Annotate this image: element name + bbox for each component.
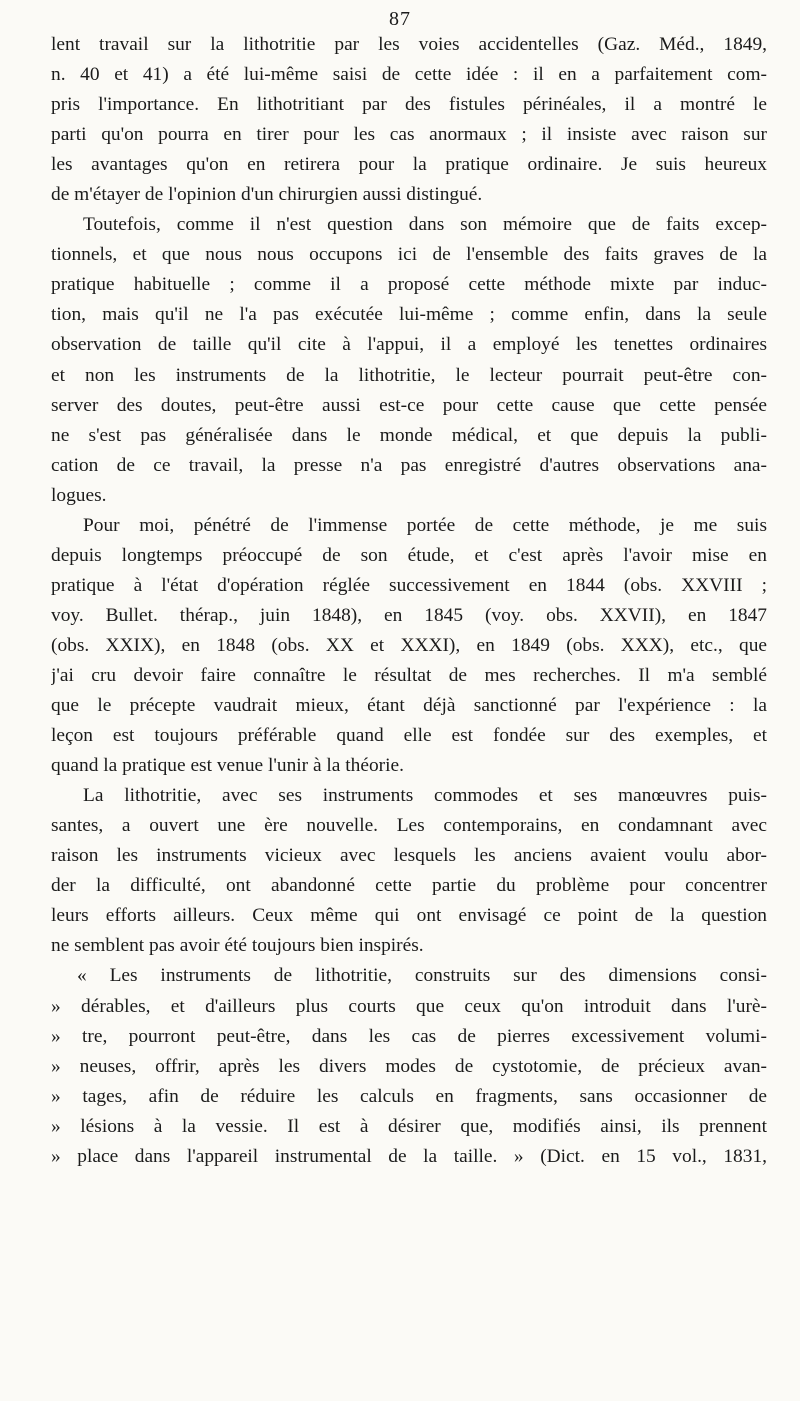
quote-line: » tages, afin de réduire les calculs en fragments, sans occasionner de [51, 1085, 767, 1107]
text-line: leçon est toujours préférable quand elle est fondée sur des exemples, et [51, 725, 767, 747]
text-line: raison les instruments vicieux avec lesquels les anciens avaient voulu abor- [51, 845, 767, 867]
text-line: Pour moi, pénétré de l'immense portée de cette méthode, je me suis [83, 514, 767, 536]
quote-line: » lésions à la vessie. Il est à désirer que, modifiés ainsi, ils prennent [51, 1115, 767, 1137]
text-line: j'ai cru devoir faire connaître le résultat de mes recherches. Il m'a semblé [51, 664, 767, 686]
text-line: et non les instruments de la lithotritie, le lecteur pourrait peut-être con- [51, 364, 767, 386]
quote-line: « Les instruments de lithotritie, construits sur des dimensions consi- [77, 965, 767, 987]
quote-line: » place dans l'appareil instrumental de la taille. » (Dict. en 15 vol., 1831, [51, 1145, 767, 1167]
text-line: La lithotritie, avec ses instruments commodes et ses manœuvres puis- [83, 785, 767, 807]
text-line: que le précepte vaudrait mieux, étant déjà sanctionné par l'expérience : la [51, 695, 767, 717]
text-line: der la difficulté, ont abandonné cette partie du problème pour concentrer [51, 875, 767, 897]
text-line: pratique habituelle ; comme il a proposé cette méthode mixte par induc- [51, 274, 767, 296]
text-line: observation de taille qu'il cite à l'appui, il a employé les tenettes ordinaires [51, 334, 767, 356]
text-line: santes, a ouvert une ère nouvelle. Les contemporains, en condamnant avec [51, 815, 767, 837]
text-line: tionnels, et que nous nous occupons ici de l'ensemble des faits graves de la [51, 244, 767, 266]
quote-line: » tre, pourront peut-être, dans les cas de pierres excessivement volumi- [51, 1025, 767, 1047]
text-line: n. 40 et 41) a été lui-même saisi de cette idée : il en a parfaitement com- [51, 64, 767, 86]
text-line: pris l'importance. En lithotritiant par des fistules périnéales, il a montré le [51, 94, 767, 116]
text-line: tion, mais qu'il ne l'a pas exécutée lui-même ; comme enfin, dans la seule [51, 304, 767, 326]
quote-line: » neuses, offrir, après les divers modes de cystotomie, de précieux avan- [51, 1055, 767, 1077]
text-line: quand la pratique est venue l'unir à la théorie. [51, 755, 404, 777]
text-line: ne s'est pas généralisée dans le monde médical, et que depuis la publi- [51, 424, 767, 446]
text-line: depuis longtemps préoccupé de son étude, et c'est après l'avoir mise en [51, 544, 767, 566]
text-line: logues. [51, 484, 107, 506]
text-line: leurs efforts ailleurs. Ceux même qui ont envisagé ce point de la question [51, 905, 767, 927]
text-line: ne semblent pas avoir été toujours bien inspirés. [51, 935, 424, 957]
page-number: 87 [389, 8, 411, 30]
text-line: server des doutes, peut-être aussi est-ce pour cette cause que cette pensée [51, 394, 767, 416]
text-line: (obs. XXIX), en 1848 (obs. XX et XXXI), en 1849 (obs. XXX), etc., que [51, 634, 767, 656]
text-line: parti qu'on pourra en tirer pour les cas anormaux ; il insiste avec raison sur [51, 124, 767, 146]
text-line: Toutefois, comme il n'est question dans son mémoire que de faits excep- [83, 214, 767, 236]
text-line: pratique à l'état d'opération réglée successivement en 1844 (obs. XXVIII ; [51, 574, 767, 596]
text-line: de m'étayer de l'opinion d'un chirurgien aussi distingué. [51, 184, 483, 206]
quote-line: » dérables, et d'ailleurs plus courts que ceux qu'on introduit dans l'urè- [51, 995, 767, 1017]
text-line: lent travail sur la lithotritie par les voies accidentelles (Gaz. Méd., 1849, [51, 34, 767, 55]
text-line: les avantages qu'on en retirera pour la pratique ordinaire. Je suis heureux [51, 154, 767, 176]
text-line: voy. Bullet. thérap., juin 1848), en 1845 (voy. obs. XXVII), en 1847 [51, 604, 767, 626]
body-text [51, 30, 767, 1172]
text-line: cation de ce travail, la presse n'a pas enregistré d'autres observations ana- [51, 454, 767, 476]
